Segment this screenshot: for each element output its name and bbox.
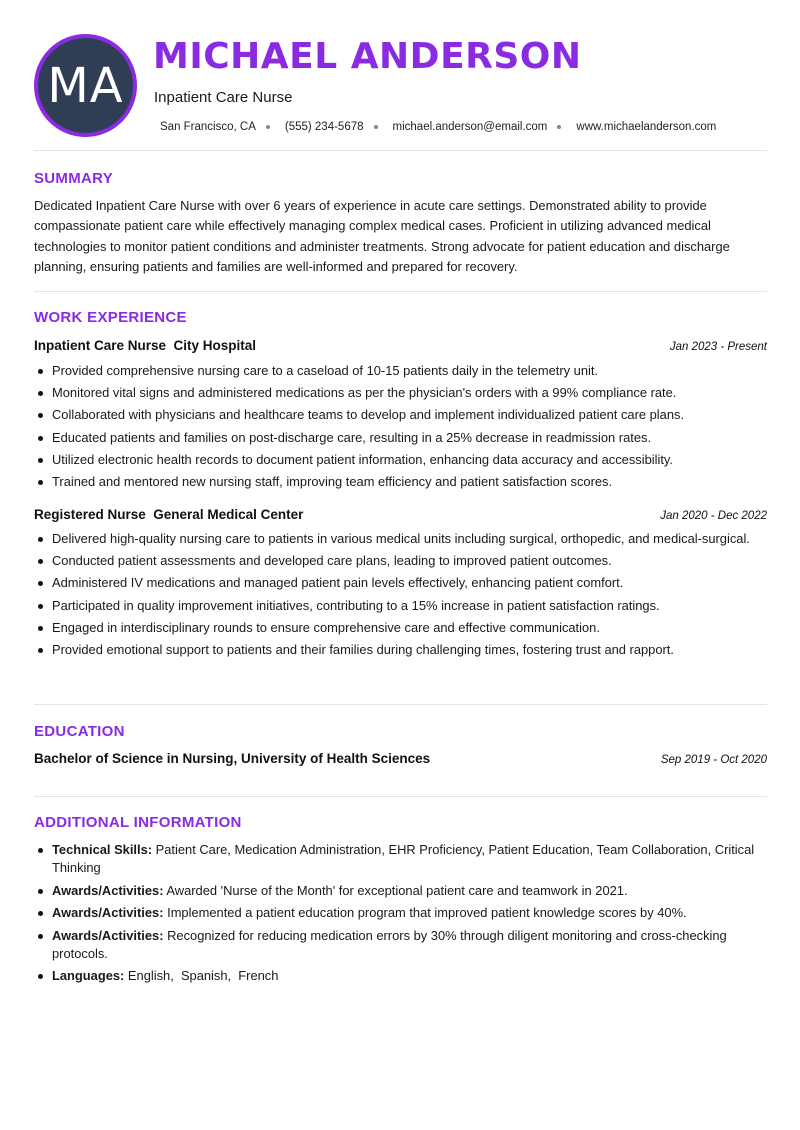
- item-label: Awards/Activities:: [52, 882, 164, 898]
- item-text: Patient Care, Medication Administration, EHR Proficiency, Patient Education, Team Collaboration, Critical Thinking: [52, 842, 755, 876]
- list-item: Monitored vital signs and administered medications as per the physician's orders with a 99% compliance rate.: [34, 384, 754, 402]
- list-item: Participated in quality improvement initiatives, contributing to a 15% increase in patient satisfaction ratings.: [34, 597, 754, 615]
- item-label: Languages:: [52, 968, 125, 984]
- list-item: Utilized electronic health records to document patient information, enhancing data accuracy and accessibility.: [34, 451, 754, 469]
- separator-dot: [374, 125, 378, 129]
- list-item: Provided emotional support to patients and their families during challenging times, fostering trust and rapport.: [34, 641, 754, 659]
- contact-location: San Francisco, CA: [160, 121, 256, 133]
- separator-dot: [557, 125, 561, 129]
- item-text: Implemented a patient education program that improved patient knowledge scores by 40%.: [163, 905, 687, 921]
- list-item: [34, 841, 756, 878]
- list-item: [34, 904, 756, 922]
- job-header: [34, 338, 767, 353]
- education-date: Sep 2019 - Oct 2020: [660, 754, 767, 766]
- list-item: Educated patients and families on post-discharge care, resulting in a 25% decrease in readmission rates.: [34, 429, 754, 447]
- contact-line: [160, 121, 716, 133]
- list-item: [34, 927, 756, 964]
- divider: [34, 704, 767, 705]
- item-label: Awards/Activities:: [52, 927, 164, 943]
- job-header: [34, 507, 767, 522]
- education-entry: [34, 751, 767, 766]
- job-date: Jan 2023 - Present: [669, 341, 767, 353]
- item-label: Awards/Activities:: [52, 905, 164, 921]
- summary-heading: SUMMARY: [34, 170, 114, 187]
- list-item: Administered IV medications and managed patient pain levels effectively, enhancing patient comfort.: [34, 574, 754, 592]
- degree: Bachelor of Science in Nursing, University of Health Sciences: [34, 751, 431, 766]
- divider: [34, 796, 767, 797]
- experience-heading: WORK EXPERIENCE: [34, 309, 187, 326]
- job-bullets: [34, 530, 754, 663]
- job-title: Inpatient Care Nurse City Hospital: [34, 338, 257, 353]
- avatar-initials: MA: [47, 57, 124, 114]
- job-title: Registered Nurse General Medical Center: [34, 507, 304, 522]
- summary-text: Dedicated Inpatient Care Nurse with over 6 years of experience in acute care settings. Demonstrated ability to provide compassionate patient care while effectively managing complex medical cases. Proficient in utilizing advanced medical technologies to monitor patient conditions and administer treatments. Strong advocate for patient education and discharge planning, ensuring patients and families are well-informed and prepared for recovery.: [34, 198, 730, 275]
- list-item: [34, 882, 756, 900]
- candidate-role: Inpatient Care Nurse: [154, 89, 293, 106]
- candidate-name: MICHAEL ANDERSON: [153, 36, 582, 77]
- job-bullets: [34, 362, 754, 495]
- item-label: Technical Skills:: [52, 842, 153, 857]
- item-text: English, Spanish, French: [124, 968, 279, 984]
- list-item: Provided comprehensive nursing care to a caseload of 10-15 patients daily in the telemetry unit.: [34, 362, 754, 380]
- list-item: [34, 967, 756, 985]
- list-item: Engaged in interdisciplinary rounds to ensure comprehensive care and effective communication.: [34, 619, 754, 637]
- separator-dot: [266, 125, 270, 129]
- contact-website: www.michaelanderson.com: [576, 121, 717, 133]
- education-heading: EDUCATION: [34, 723, 125, 740]
- additional-list: [34, 841, 756, 990]
- divider: [34, 150, 767, 151]
- list-item: Delivered high-quality nursing care to patients in various medical units including surgical, orthopedic, and medical-surgical.: [34, 530, 754, 548]
- list-item: Trained and mentored new nursing staff, improving team efficiency and patient satisfaction scores.: [34, 473, 754, 491]
- item-text: Awarded 'Nurse of the Month' for exceptional patient care and teamwork in 2021.: [163, 882, 628, 898]
- contact-phone: (555) 234-5678: [284, 121, 364, 133]
- job-date: Jan 2020 - Dec 2022: [660, 510, 767, 522]
- additional-heading: ADDITIONAL INFORMATION: [34, 814, 242, 831]
- avatar: [34, 34, 137, 137]
- item-text: Recognized for reducing medication errors by 30% through diligent monitoring and cross-checking protocols.: [52, 927, 727, 962]
- divider: [34, 291, 767, 292]
- list-item: Conducted patient assessments and developed care plans, leading to improved patient outcomes.: [34, 552, 754, 570]
- list-item: Collaborated with physicians and healthcare teams to develop and implement individualized patient care plans.: [34, 406, 754, 424]
- contact-email: michael.anderson@email.com: [392, 121, 548, 133]
